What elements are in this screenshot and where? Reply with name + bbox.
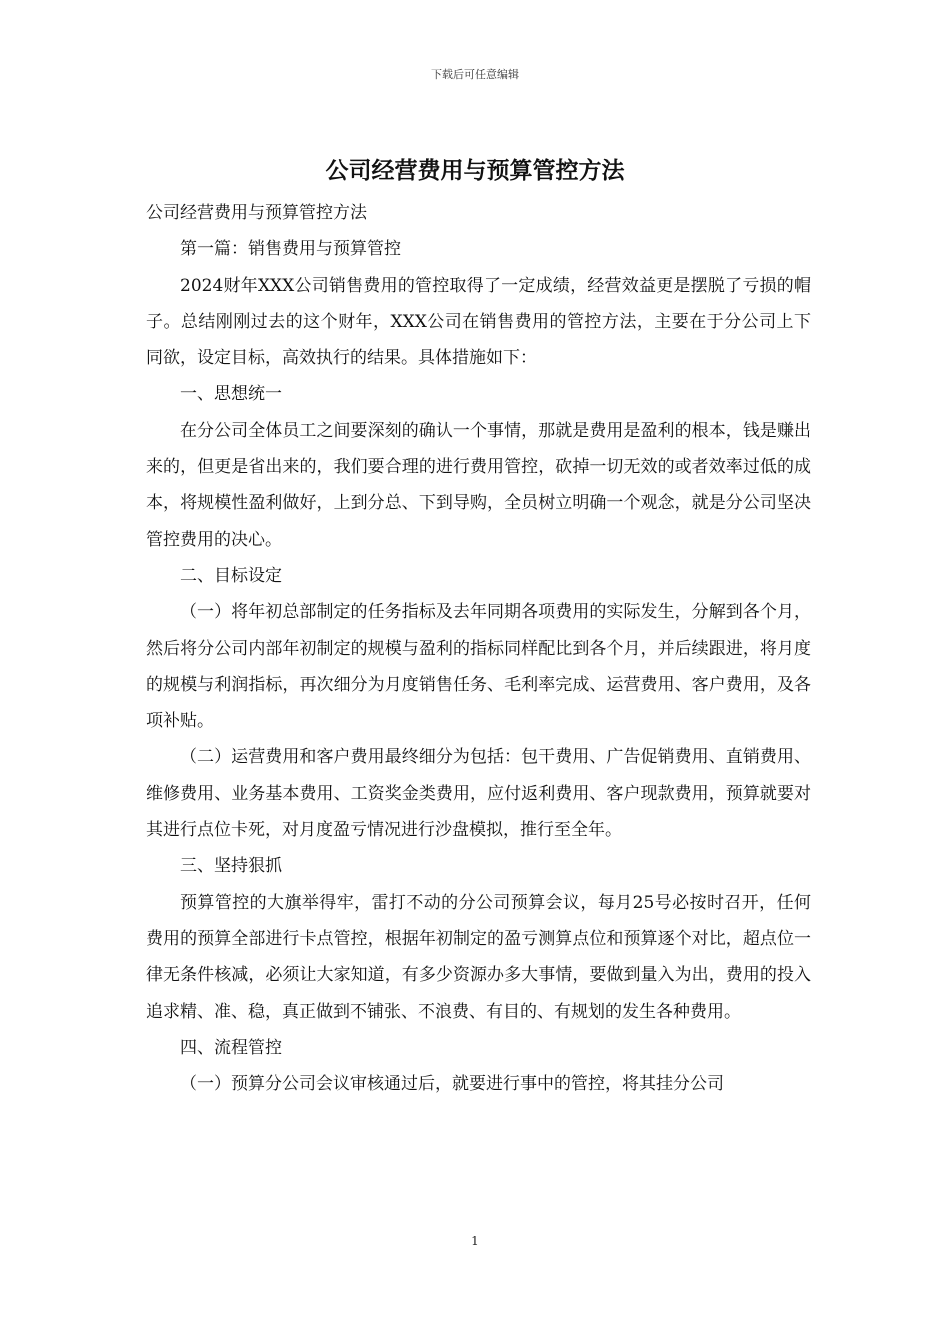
section-heading-4: 四、流程管控 [180,1037,282,1058]
paragraph-subtitle: 公司经营费用与预算管控方法 [146,203,367,223]
paragraph-target-1: （一）将年初总部制定的任务指标及去年同期各项费用的实际发生，分解到各个月，然后将分公司内部年初制定的规模与盈利的指标同样配比到各个月，并后续跟进，将月度的规模与利润指标，再次细分为月度销售任务、毛利率完成、运营费用、客户费用，及各项补贴。 [146,602,811,732]
section-heading-part-one: 第一篇：销售费用与预算管控 [180,239,401,260]
paragraph-unified-thinking: 在分公司全体员工之间要深刻的确认一个事情，那就是费用是盈利的根本，钱是赚出来的，但更是省出来的，我们要合理的进行费用管控，砍掉一切无效的或者效率过低的成本，将规模性盈利做好，上到分总、下到导购，全员树立明确一个观念，就是分公司坚决管控费用的决心。 [146,420,811,550]
section-heading-2: 二、目标设定 [180,565,282,586]
section-heading-3: 三、坚持狠抓 [180,856,282,877]
section-heading-1: 一、思想统一 [180,384,282,405]
document-body [146,195,811,1102]
page-number: 1 [471,1234,479,1248]
document-title: 公司经营费用与预算管控方法 [325,157,625,184]
paragraph-process-1: （一）预算分公司会议审核通过后，就要进行事中的管控，将其挂分公司 [180,1074,724,1095]
paragraph-intro: 2024财年XXX公司销售费用的管控取得了一定成绩，经营效益更是摆脱了亏损的帽子。总结刚刚过去的这个财年，XXX公司在销售费用的管控方法，主要在于分公司上下同欲，设定目标，高效执行的结果。具体措施如下： [146,275,811,369]
paragraph-persistence: 预算管控的大旗举得牢，雷打不动的分公司预算会议，每月25号必按时召开，任何费用的预算全部进行卡点管控，根据年初制定的盈亏测算点位和预算逐个对比，超点位一律无条件核减，必须让大家知道，有多少资源办多大事情，要做到量入为出，费用的投入追求精、准、稳，真正做到不铺张、不浪费、有目的、有规划的发生各种费用。 [146,892,811,1022]
header-note: 下载后可任意编辑 [431,68,519,81]
paragraph-target-2: （二）运营费用和客户费用最终细分为包括：包干费用、广告促销费用、直销费用、维修费用、业务基本费用、工资奖金类费用，应付返利费用、客户现款费用，预算就要对其进行点位卡死，对月度盈亏情况进行沙盘模拟，推行至全年。 [146,747,811,841]
